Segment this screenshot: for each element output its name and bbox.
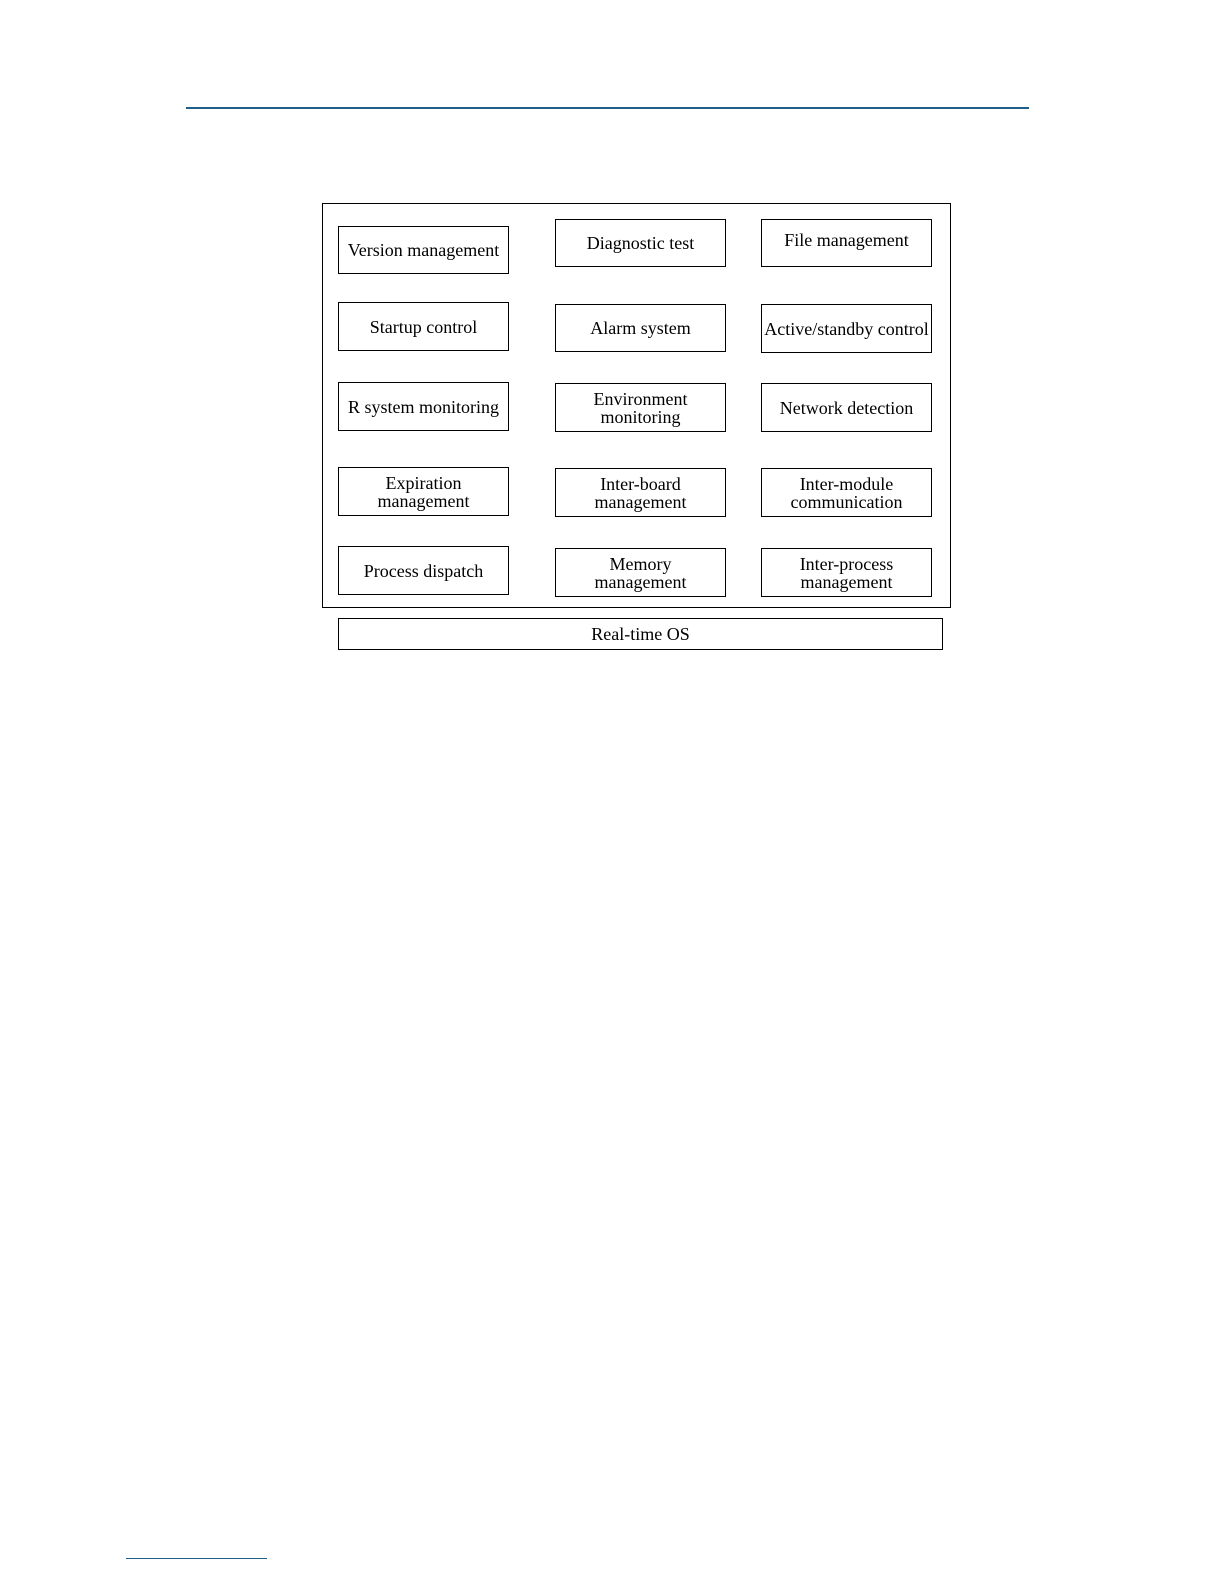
inter-process-management-box <box>761 548 932 597</box>
r-system-monitoring-box <box>338 382 509 431</box>
diagnostic-test-box <box>555 219 726 267</box>
inter-board-management-label: Inter-board management <box>594 473 687 512</box>
inter-module-communication-label: Inter-module communication <box>790 473 903 512</box>
memory-management-box <box>555 548 726 597</box>
process-dispatch-label: Process dispatch <box>363 560 484 581</box>
environment-monitoring-label: Environment monitoring <box>593 388 688 427</box>
process-dispatch-box <box>338 546 509 595</box>
r-system-monitoring-label: R system monitoring <box>347 396 499 417</box>
real-time-os-box <box>338 618 943 650</box>
network-detection-box <box>761 383 932 432</box>
startup-control-label: Startup control <box>369 316 478 337</box>
inter-board-management-box <box>555 468 726 517</box>
expiration-management-label: Expiration management <box>377 472 470 511</box>
version-management-label: Version management <box>347 240 500 260</box>
inter-module-communication-box <box>761 468 932 517</box>
expiration-management-box <box>338 467 509 516</box>
file-management-box <box>761 219 932 267</box>
header-rule <box>186 107 1029 109</box>
startup-control-box <box>338 302 509 351</box>
memory-management-label: Memory management <box>594 553 687 592</box>
active-standby-control-box <box>761 304 932 353</box>
network-detection-label: Network detection <box>779 397 914 418</box>
version-management-box <box>338 226 509 274</box>
inter-process-management-label: Inter-process management <box>799 553 894 592</box>
file-management-label: File management <box>784 230 909 250</box>
alarm-system-label: Alarm system <box>590 318 691 338</box>
diagnostic-test-label: Diagnostic test <box>586 233 695 253</box>
environment-monitoring-box <box>555 383 726 432</box>
footer-rule <box>126 1558 267 1559</box>
alarm-system-box <box>555 304 726 352</box>
real-time-os-label: Real-time OS <box>591 624 690 644</box>
active-standby-control-label: Active/standby control <box>764 318 929 339</box>
